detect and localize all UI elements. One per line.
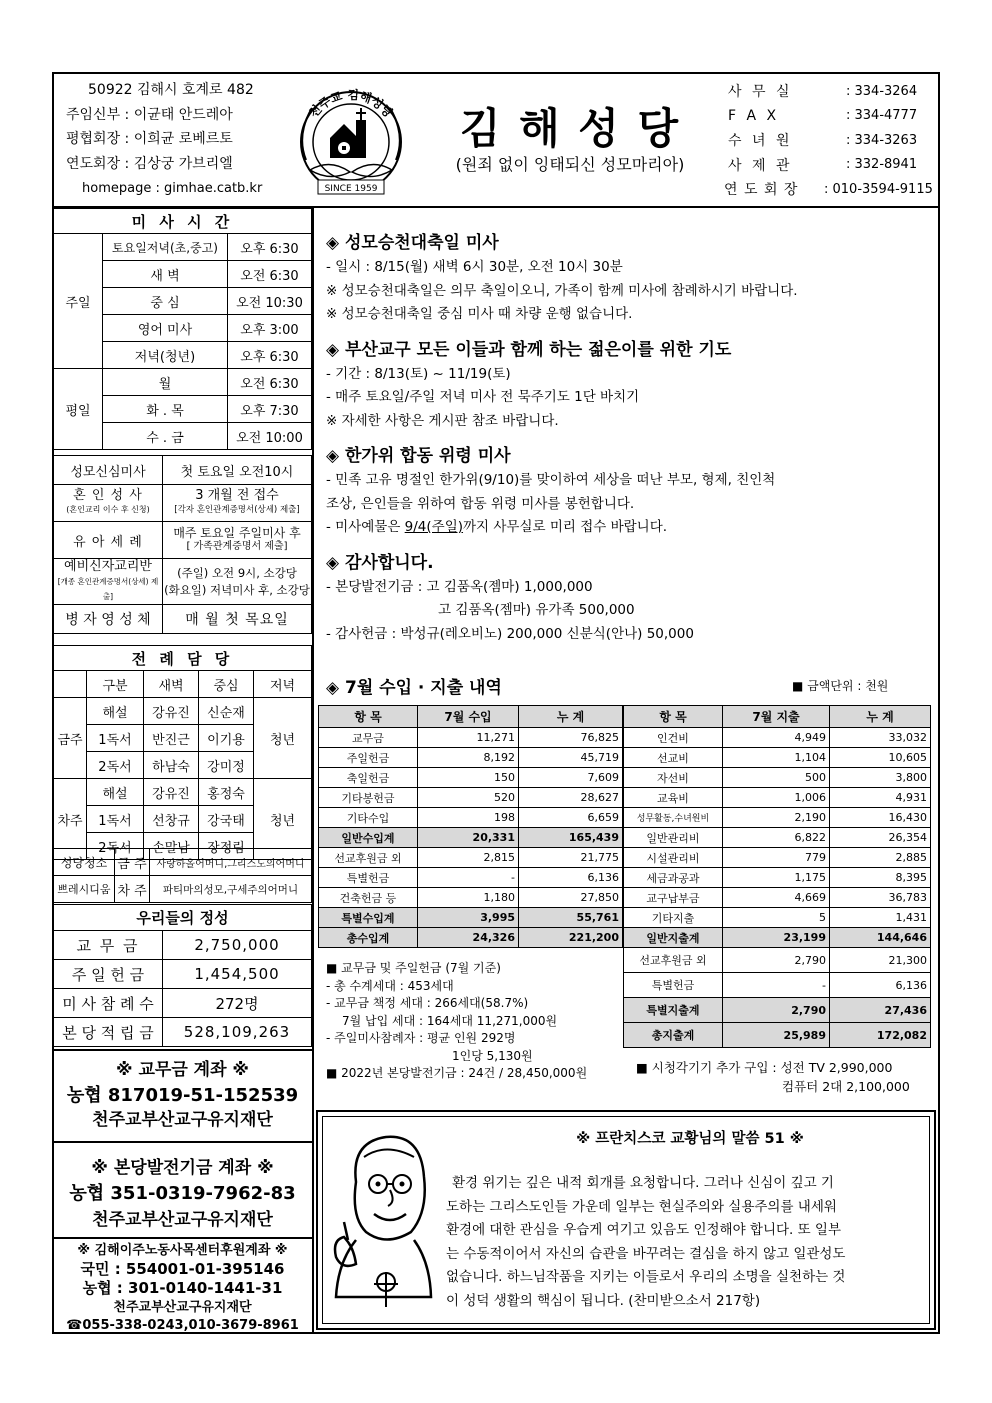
table-row: 성무활동,수녀원비 2,190 16,430 bbox=[624, 808, 931, 828]
sodality-president: 연도회장 : 김상궁 가브리엘 bbox=[66, 155, 233, 172]
sacraments-table: 성모신심미사 첫 토요일 오전10시 혼 인 성 사 (혼인교리 이수 후 신청) 3 개월 전 접수 [각자 혼인관계증명서(상세) 제출] 유 아 세 례 매주 토요일 주일미사 후 [ 가족관계증명서 제출] 예비신자교리반 [개종 혼인관계증명서(상세) 제출] (주일) 오전 9시, 소강당 (화요일) 저녁미사 후, 소강당 병 자 영 성 체 매 월 첫 목요일 bbox=[53, 455, 312, 634]
table-row: 특별헌금 - 6,136 bbox=[624, 973, 931, 998]
address: 50922 김해시 호계로 482 bbox=[88, 82, 254, 98]
table-row: 일반지출계 23,199 144,646 bbox=[624, 928, 931, 948]
table-row: 주일헌금 8,192 45,719 bbox=[319, 748, 623, 768]
contact-row: 사 무 실 : 334-3264 bbox=[728, 83, 918, 101]
offering-title: 우리들의 정성 bbox=[54, 905, 312, 931]
parish-logo bbox=[290, 80, 412, 198]
contact-row: 수 녀 원 : 334-3263 bbox=[728, 132, 918, 150]
table-row: 교무금 11,271 76,825 bbox=[319, 728, 623, 748]
parish-subtitle: (원죄 없이 잉태되신 성모마리아) bbox=[455, 155, 685, 174]
table-row: 기타지출 5 1,431 bbox=[624, 908, 931, 928]
pope-quote-title: ※ 프란치스코 교황님의 말씀 51 ※ bbox=[576, 1131, 804, 1147]
contact-row: 사 제 관 : 332-8941 bbox=[728, 157, 918, 174]
contact-row: 연 도 회 장 : 010-3594-9115 bbox=[724, 181, 933, 199]
income-table: 항 목 7월 수입 누 계 교무금 11,271 76,825 주일헌금 8,192 45,719 축일헌금 150 7,609 기타봉헌금 520 28,627 기타수입 198 6,659 일반수입계 20,331 165,439 선교후원금 외 2,815 21,775 특별헌금 - 6,136 건축헌금 등 1,180 27,850 특별수입계 3,995 55,761 총수입계 24,326 221,200 bbox=[318, 705, 623, 948]
priest: 주임신부 : 이균태 안드레아 bbox=[66, 106, 233, 123]
notice-title-assumption: ◈ 성모승천대축일 미사 bbox=[326, 233, 499, 253]
liturgy-title: 전 례 담 당 bbox=[54, 646, 312, 671]
notice-title-thanks: ◈ 감사합니다. bbox=[326, 552, 434, 573]
table-row: 기타수입 198 6,659 bbox=[319, 808, 623, 828]
table-row: 특별수입계 3,995 55,761 bbox=[319, 908, 623, 928]
finance-title: ◈ 7월 수입 · 지출 내역 bbox=[326, 678, 502, 698]
table-row: 교구납부금 4,669 36,783 bbox=[624, 888, 931, 908]
purchase-note: ■ 시청각기기 추가 구입 : 성전 TV 2,990,000 컴퓨터 2대 2,100,000 bbox=[636, 1060, 910, 1094]
account-box-tuition: ※ 교무금 계좌 ※ 농협 817019-51-152539 천주교부산교구유지재단 bbox=[66, 1060, 299, 1130]
notice-title-youth-prayer: ◈ 부산교구 모든 이들과 함께 하는 젊은이를 위한 기도 bbox=[326, 339, 732, 360]
pope-francis-illustration bbox=[326, 1122, 446, 1322]
table-row: 선교후원금 외 2,815 21,775 bbox=[319, 848, 623, 868]
expense-table: 항 목 7월 지출 누 계 인건비 4,949 33,032 선교비 1,104 10,605 자선비 500 3,800 교육비 1,006 4,931 성무활동,수녀원비 2,190 16,430 일반관리비 6,822 26,354 시설관리비 779 2,885 세금과공과 1,175 8,395 교구납부금 4,669 36,783 기타지출 5 1,431 일반지출계 23,199 144,646 선교후원금 외 2,790 21,300 특별헌금 - 6,136 특별지출계 2,790 27,436 총지출계 25,989 172,082 bbox=[623, 705, 931, 1048]
column-divider bbox=[312, 206, 314, 1334]
table-row: 총수입계 24,326 221,200 bbox=[319, 928, 623, 948]
table-row: 일반수입계 20,331 165,439 bbox=[319, 828, 623, 848]
table-row: 축일헌금 150 7,609 bbox=[319, 768, 623, 788]
contact-row: F A X : 334-4777 bbox=[728, 107, 918, 124]
table-row: 자선비 500 3,800 bbox=[624, 768, 931, 788]
notices: ◈ 성모승천대축일 미사 - 일시 : 8/15(월) 새벽 6시 30분, 오전 10시 30분 ※ 성모승천대축일은 의무 축일이오니, 가족이 함께 미사에 참례하시기 바랍니다. ※ 성모승천대축일 중심 미사 때 차량 운행 없습니다. ◈ 부산교구 모든 이들과 함께 하는 젊은이를 위한 기도 - 기간 : 8/13(토) ~ 11/19(토) - 매주 토요일/주일 저녁 미사 전 묵주기도 1단 바치기 ※ 자세한 사항은 게시판 참조 바랍니다. ◈ 한가위 합동 위령 미사 - 민족 고유 명절인 한가위(9/10)를 맞이하여 세상을 떠난 부모, 형제, 친인척 조상, 은인들을 위하여 합동 위령 미사를 봉헌합니다. - 미사예물은 9/4(주일)까지 사무실로 미리 접수 바랍니다. ◈ 감사합니다. - 본당발전기금 : 고 김품옥(젬마) 1,000,000 고 김품옥(젬마) 유가족 500,000 - 감사헌금 : 박성규(레오비노) 200,000 신분식(안나) 50,000 bbox=[326, 230, 936, 646]
sunday-label: 주일 bbox=[54, 234, 103, 369]
homepage-link[interactable]: homepage : gimhae.catb.kr bbox=[82, 181, 263, 196]
pope-quote-text: 환경 위기는 깊은 내적 회개를 요청합니다. 그러나 신심이 깊고 기 도하는 그리스도인들 가운데 일부는 현실주의와 실용주의를 내세워 환경에 대한 관심을 우습게 여기고 있음도 인정해야 합니다. 또 일부 는 수동적이어서 자신의 습관을 바꾸려는 결심을 하지 않고 일관성도 없습니다. 하느님작품을 지키는 이들로서 우리의 소명을 실천하는 것 이 성덕 생활의 핵심이 됩니다. (찬미받으소서 217항) bbox=[446, 1175, 846, 1309]
mass-title: 미 사 시 간 bbox=[54, 209, 312, 234]
table-row: 교육비 1,006 4,931 bbox=[624, 788, 931, 808]
liturgy-table: 전 례 담 당 구분 새벽 중심 저녁 금주 해설 강유진 신순재 청년 1독서 반진근 이기용 2독서 하남숙 강미정 차주 해설 강유진 홍정숙 청년 1독서 선창규 강국태 2독서 손말남 장정림 bbox=[53, 645, 312, 860]
cleaning-table: 성당청소 금 주 사랑하올어머니,그리스도의어머니 쁘레시디움 차 주 파티마의성모,구세주의어머니 bbox=[53, 848, 312, 903]
offering-table: 우리들의 정성 교 무 금 2,750,000 주 일 헌 금 1,454,500 미 사 참 례 수 272명 본 당 적 립 금 528,109,263 bbox=[53, 904, 312, 1047]
finance-unit: ■ 금액단위 : 천원 bbox=[792, 679, 889, 693]
table-row: 총지출계 25,989 172,082 bbox=[624, 1023, 931, 1048]
logo-since: SINCE 1959 bbox=[324, 184, 378, 194]
weekday-label: 평일 bbox=[54, 369, 103, 450]
council-president: 평협회장 : 이희균 로베르토 bbox=[66, 131, 233, 147]
table-row: 선교후원금 외 2,790 21,300 bbox=[624, 948, 931, 973]
table-row: 일반관리비 6,822 26,354 bbox=[624, 828, 931, 848]
table-row: 기타봉헌금 520 28,627 bbox=[319, 788, 623, 808]
table-row: 시설관리비 779 2,885 bbox=[624, 848, 931, 868]
table-row: 특별헌금 - 6,136 bbox=[319, 868, 623, 888]
header-info bbox=[66, 78, 286, 202]
finance-notes: ■ 교무금 및 주일헌금 (7월 기준) - 총 수계세대 : 453세대 - 교무금 책정 세대 : 266세대(58.7%) 7월 납입 세대 : 164세대 11,271,000원 - 주일미사참례자 : 평균 인원 292명 1인당 5,130원 ■ 2022년 본당발전기금 : 24건 / 28,450,000원 bbox=[326, 961, 588, 1080]
logo-text: 천주교 김해성당 bbox=[306, 87, 396, 121]
table-row: 건축헌금 등 1,180 27,850 bbox=[319, 888, 623, 908]
mass-schedule: 미 사 시 간 주일 토요일저녁(초,중고) 오후 6:30 새 벽 오전 6:30 중 심 오전 10:30 영어 미사 오후 3:00 저녁(청년) 오후 6:30 평일 월 오전 6:30 화 . 목 오후 7:30 수 . 금 오전 10:00 bbox=[53, 208, 312, 450]
account-box-migrant: ※ 김해이주노동사목센터후원계좌 ※ 국민 : 554001-01-395146 농협 : 301-0140-1441-31 천주교부산교구유지재단 ☎055-338-0243,010-3679-8961 bbox=[66, 1243, 299, 1333]
table-row: 특별지출계 2,790 27,436 bbox=[624, 998, 931, 1023]
account-box-development: ※ 본당발전기금 계좌 ※ 농협 351-0319-7962-83 천주교부산교구유지재단 bbox=[69, 1158, 296, 1230]
notice-title-memorial-mass: ◈ 한가위 합동 위령 미사 bbox=[326, 446, 511, 466]
contact-list bbox=[724, 79, 934, 202]
parish-title: 김 해 성 당 bbox=[459, 104, 681, 153]
table-row: 선교비 1,104 10,605 bbox=[624, 748, 931, 768]
table-row: 세금과공과 1,175 8,395 bbox=[624, 868, 931, 888]
table-row: 인건비 4,949 33,032 bbox=[624, 728, 931, 748]
